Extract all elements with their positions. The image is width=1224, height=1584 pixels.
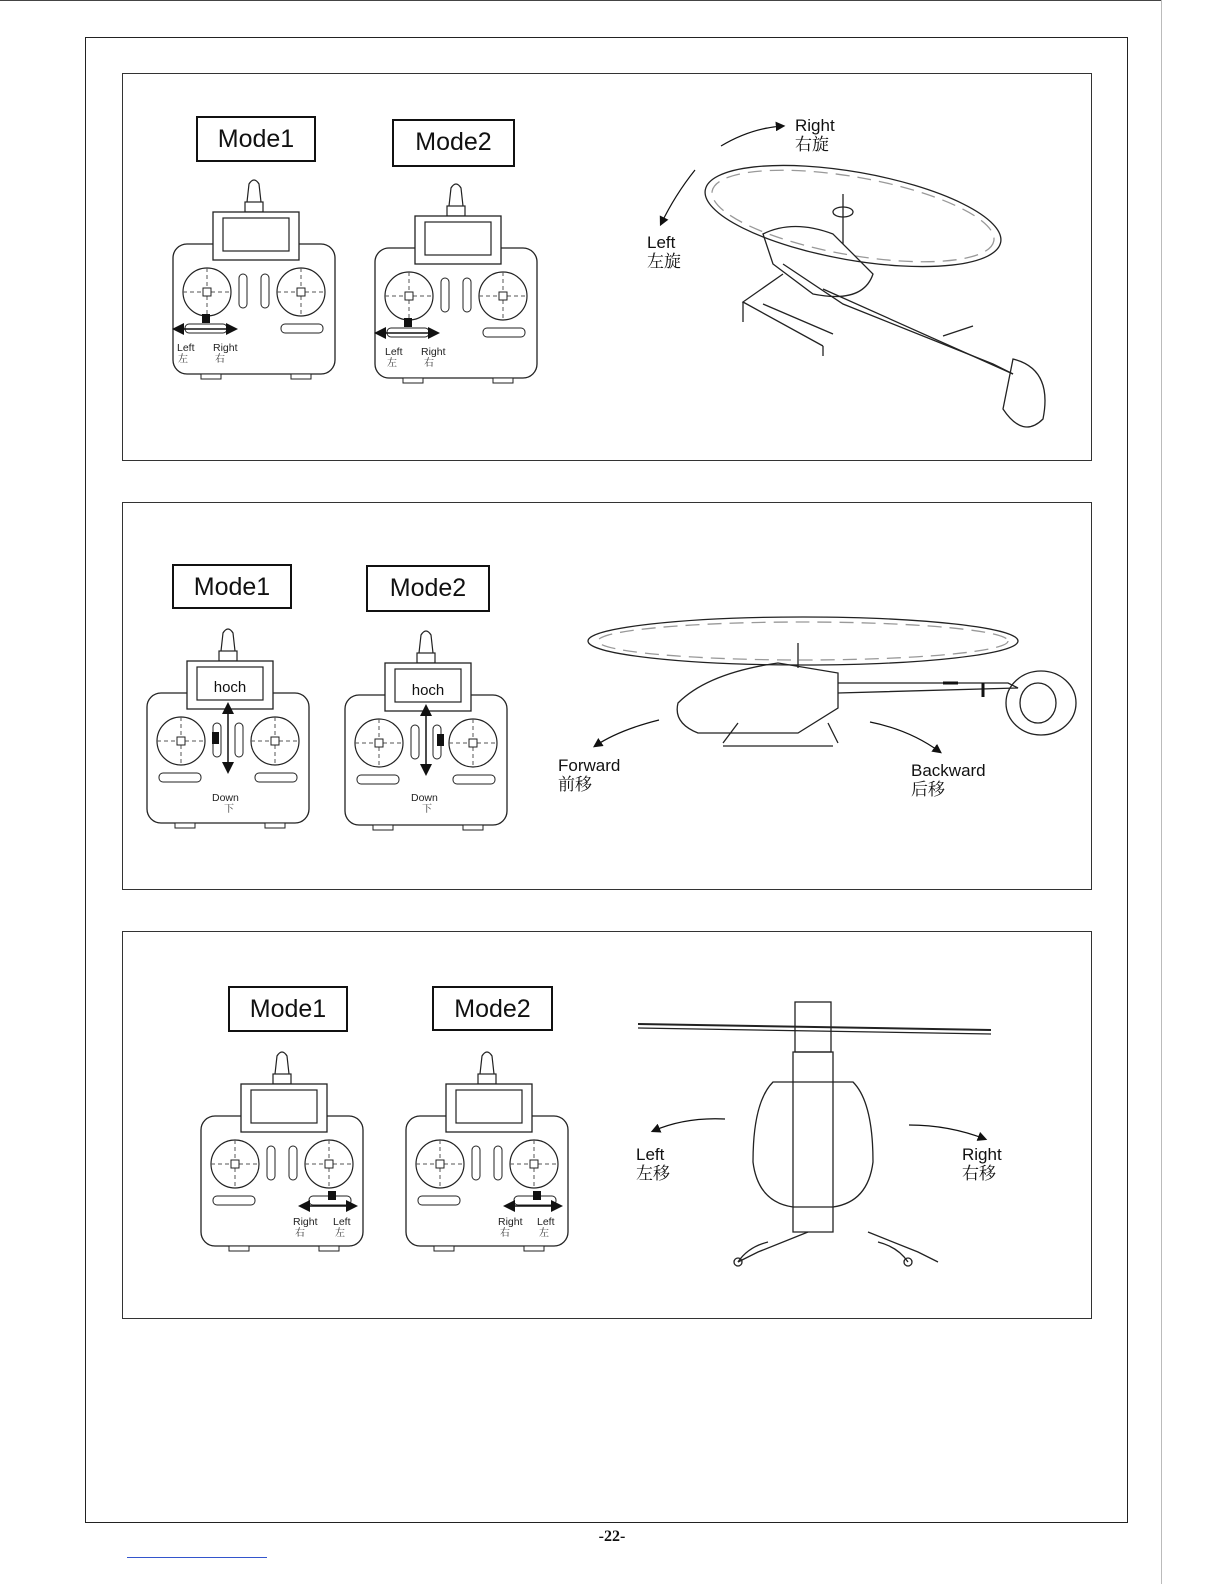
- heli-right-label: Right: [795, 116, 835, 135]
- heli-backward-cn: 后移: [911, 780, 945, 800]
- tx1-left-cn: 左: [178, 354, 188, 365]
- tx2-right-label: Right: [498, 1216, 523, 1228]
- tx1-down-cn: 下: [224, 804, 234, 815]
- heli-left-label: Left: [636, 1145, 665, 1164]
- tx2-down-cn: 下: [422, 804, 432, 815]
- mode1-label: Mode1: [172, 564, 292, 609]
- mode2-label: Mode2: [432, 986, 553, 1031]
- heli-right-cn: 右移: [962, 1164, 996, 1184]
- mode2-label: Mode2: [392, 119, 515, 167]
- mode1-label: Mode1: [228, 986, 348, 1032]
- page-number: -22-: [598, 1528, 626, 1545]
- tx1-right-label: Right: [293, 1216, 318, 1228]
- heli-forward-label: Forward: [558, 756, 621, 775]
- page-top-border: [0, 0, 1162, 1]
- helicopter-front-illustration: [638, 1002, 991, 1266]
- helicopter-rotate-illustration: [698, 147, 1045, 427]
- tx2-right-cn: 右: [500, 1228, 510, 1239]
- page-right-border: [1161, 0, 1162, 1584]
- panel-rotate: [122, 73, 1092, 461]
- heli-forward-cn: 前移: [558, 775, 592, 795]
- tx1-left-cn: 左: [335, 1228, 345, 1239]
- tx1-down-label: Down: [212, 792, 239, 804]
- tx1-screen-text: hoch: [213, 679, 247, 696]
- heli-left-label: Left: [647, 233, 676, 252]
- heli-right-cn: 右旋: [795, 135, 829, 155]
- tx2-left-label: Left: [537, 1216, 555, 1228]
- mode1-label: Mode1: [196, 116, 316, 162]
- tx2-left-cn: 左: [387, 358, 397, 369]
- transmitter-mode1: [173, 180, 335, 379]
- tx2-screen-text: hoch: [411, 682, 445, 699]
- heli-left-cn: 左旋: [647, 252, 681, 272]
- tx2-left-cn: 左: [539, 1228, 549, 1239]
- tx2-left-label: Left: [385, 346, 403, 358]
- tx2-down-label: Down: [411, 792, 438, 804]
- heli-left-cn: 左移: [636, 1164, 670, 1184]
- footer-link-underline[interactable]: [127, 1557, 267, 1558]
- mode2-label: Mode2: [366, 565, 490, 612]
- heli-backward-label: Backward: [911, 761, 986, 780]
- tx1-right-label: Right: [213, 342, 238, 354]
- helicopter-side-illustration: [588, 617, 1076, 746]
- tx1-left-label: Left: [177, 342, 195, 354]
- panel-roll: [122, 931, 1092, 1319]
- tx1-right-cn: 右: [295, 1228, 305, 1239]
- tx1-left-label: Left: [333, 1216, 351, 1228]
- tx1-right-cn: 右: [215, 354, 225, 365]
- panel-pitch: [122, 502, 1092, 890]
- heli-right-label: Right: [962, 1145, 1002, 1164]
- tx2-right-cn: 右: [424, 358, 434, 369]
- tx2-right-label: Right: [421, 346, 446, 358]
